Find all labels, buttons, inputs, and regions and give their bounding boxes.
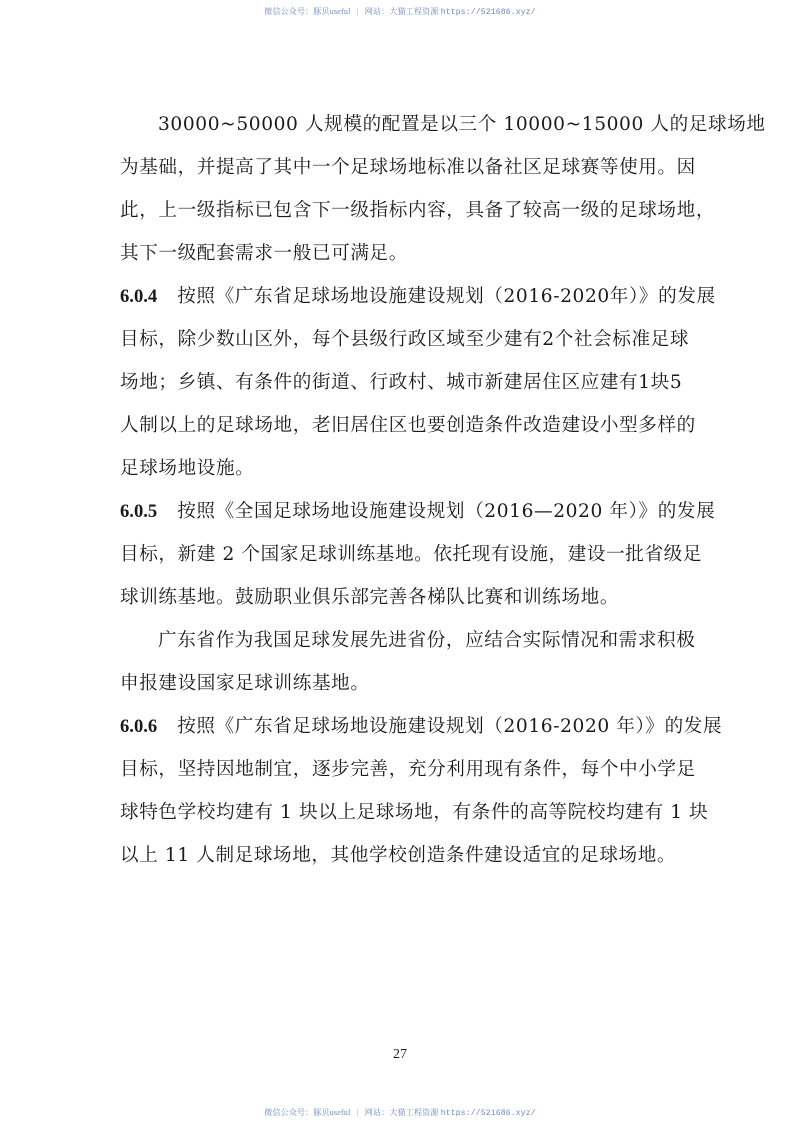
watermark-wechat: 微信公众号：豚贝useful (264, 7, 351, 16)
watermark-url[interactable]: https://521686.xyz/ (440, 1109, 536, 1118)
text-line: 球特色学校均建有 1 块以上足球场地，有条件的高等院校均建有 1 块 (120, 802, 709, 823)
text-line (120, 705, 723, 748)
watermark-header (0, 6, 800, 17)
watermark-separator: | (356, 7, 359, 16)
watermark-separator: | (356, 1108, 359, 1117)
paragraph-indented (120, 619, 696, 705)
clause-number: 6.0.4 (120, 286, 158, 307)
clause-text: 按照《广东省足球场地设施建设规划（2016-2020 年）》的发展 (177, 716, 723, 737)
text-line: 广东省作为我国足球发展先进省份，应结合实际情况和需求积极 (158, 630, 696, 651)
text-line: 申报建设国家足球训练基地。 (120, 673, 370, 694)
text-line: 人制以上的足球场地，老旧居住区也要创造条件改造建设小型多样的 (120, 415, 696, 436)
text-line: 目标，坚持因地制宜，逐步完善，充分利用现有条件，每个中小学足 (120, 759, 696, 780)
clause-text: 按照《广东省足球场地设施建设规划（2016-2020年）》的发展 (177, 286, 716, 307)
text-line: 目标，新建 2 个国家足球训练基地。依托现有设施，建设一批省级足 (120, 544, 703, 565)
text-line: 此，上一级指标已包含下一级指标内容，具备了较高一级的足球场地， (120, 200, 716, 221)
paragraph-continuation (120, 103, 766, 275)
text-line: 其下一级配套需求一般已可满足。 (120, 243, 408, 264)
clause-text: 按照《全国足球场地设施建设规划（2016—2020 年）》的发展 (177, 501, 716, 522)
watermark-site: 网站：大猫工程资源 (364, 7, 439, 16)
text-line: 30000~50000 人规模的配置是以三个 10000~15000 人的足球场地 (158, 114, 766, 135)
text-line (120, 490, 716, 533)
clause-6-0-5 (120, 490, 716, 619)
watermark-url[interactable]: https://521686.xyz/ (440, 8, 536, 17)
text-line: 目标，除少数山区外，每个县级行政区域至少建有2个社会标准足球 (120, 329, 690, 350)
clause-6-0-6 (120, 705, 723, 877)
text-line: 以上 11 人制足球场地，其他学校创造条件建设适宜的足球场地。 (120, 845, 677, 866)
text-line: 足球场地设施。 (120, 458, 255, 479)
watermark-wechat: 微信公众号：豚贝useful (264, 1108, 351, 1117)
clause-number: 6.0.5 (120, 501, 158, 522)
watermark-site: 网站：大猫工程资源 (364, 1108, 439, 1117)
text-line: 场地；乡镇、有条件的街道、行政村、城市新建居住区应建有1块5 (120, 372, 683, 393)
page-number: 27 (393, 1047, 407, 1062)
document-body (120, 103, 766, 877)
watermark-footer (0, 1107, 800, 1118)
text-line: 为基础，并提高了其中一个足球场地标准以备社区足球赛等使用。因 (120, 157, 696, 178)
clause-number: 6.0.6 (120, 716, 158, 737)
text-line: 球训练基地。鼓励职业俱乐部完善各梯队比赛和训练场地。 (120, 587, 620, 608)
text-line (120, 275, 716, 318)
clause-6-0-4 (120, 275, 716, 490)
